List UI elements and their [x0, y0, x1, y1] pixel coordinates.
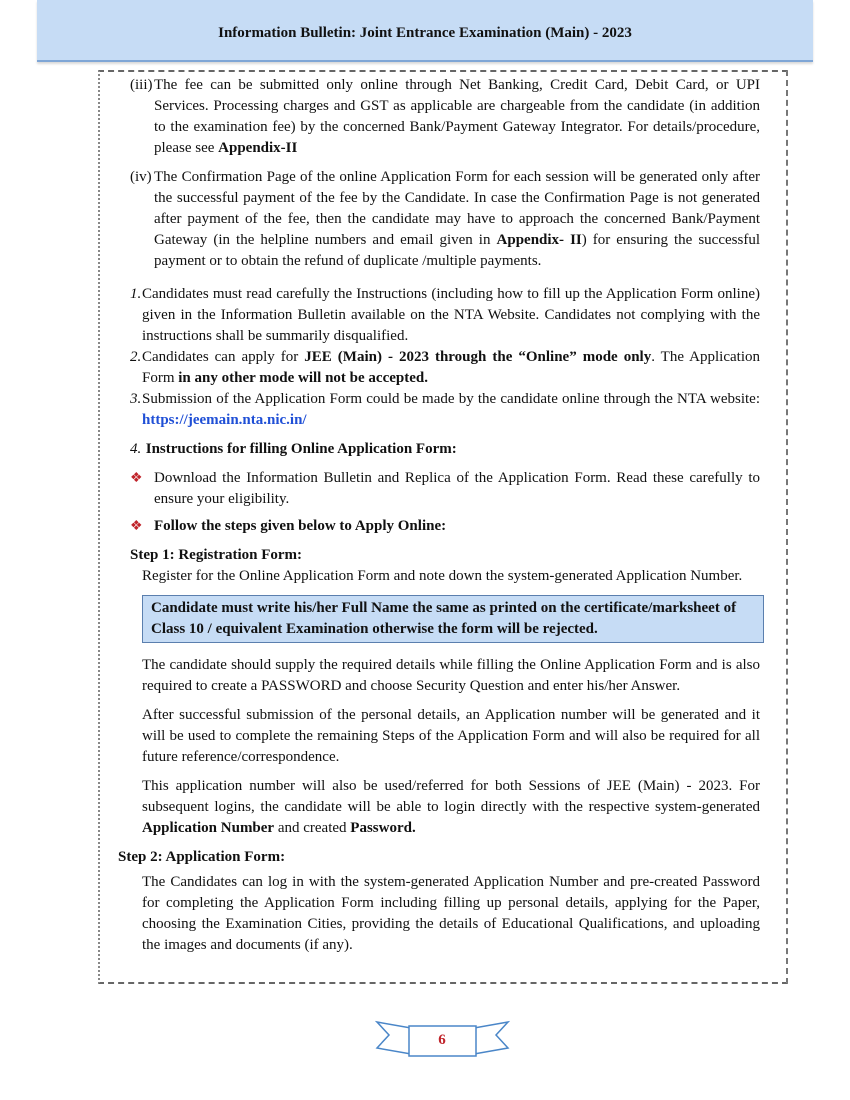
nta-website-link[interactable]: https://jeemain.nta.nic.in/ [142, 412, 307, 428]
step1-paragraph-2: The candidate should supply the required details while filling the Online Application Form and is also required to create a PASSWORD and choose Security Question and enter his/her Answer. [142, 657, 760, 694]
list-marker: (iv) [130, 169, 152, 185]
list-marker: 3. [130, 391, 142, 407]
bullet-item-follow-steps [130, 516, 760, 537]
list-item-text: The fee can be submitted only online through Net Banking, Credit Card, Debit Card, or UPI Services. Processing charges and GST as applicable are chargeable from the candidate (in addition to the examination fee) by the concerned Bank/Payment Gateway Integrator. For details/procedure, please see Appendix-II [154, 77, 760, 156]
list-item-text: Candidates can apply for JEE (Main) - 2023 through the “Online” mode only. The Application Form in any other mode will not be accepted. [142, 349, 760, 386]
list-marker: 1. [130, 286, 142, 302]
list-item-text: Submission of the Application Form could be made by the candidate online through the NTA website: https://jeemain.nta.nic.in/ [142, 391, 760, 428]
bullet-text: Follow the steps given below to Apply Online: [154, 518, 447, 534]
step2-title: Step 2: Application Form: [118, 849, 286, 865]
diamond-bullet-icon: ❖ [130, 519, 143, 534]
step1-paragraph-4: This application number will also be used/referred for both Sessions of JEE (Main) - 2023. For subsequent logins, the candidate will be able to login directly with the respective system-generated Application Number and created Password. [142, 778, 760, 836]
numbered-item-2 [130, 347, 760, 389]
list-item-heading: Instructions for filling Online Application Form: [145, 441, 457, 457]
list-item-iii [130, 75, 760, 159]
header-band [37, 0, 813, 62]
list-marker: 2. [130, 349, 142, 365]
step1-title: Step 1: Registration Form: [130, 547, 303, 563]
bullet-item-download [130, 468, 760, 510]
list-item-text: The Confirmation Page of the online Application Form for each session will be generated only after the successful payment of the fee by the Candidate. In case the Confirmation Page is not generated after payment of the fee, then the candidate may have to approach the concerned Bank/Payment Gateway (in the helpline numbers and email given in Appendix- II) for ensuring the successful payment or to obtain the refund of duplicate /multiple payments. [154, 169, 760, 269]
page-header-title: Information Bulletin: Joint Entrance Examination (Main) - 2023 [218, 25, 632, 41]
numbered-item-1 [130, 284, 760, 347]
diamond-bullet-icon: ❖ [130, 471, 143, 486]
numbered-item-3 [130, 389, 760, 431]
list-marker: 4. [130, 441, 142, 457]
document-content [108, 75, 760, 964]
page-number: 6 [438, 1032, 446, 1048]
step2-paragraph-1: The Candidates can log in with the system-generated Application Number and pre-created Password for completing the Application Form including filling up personal details, applying for the Paper, choosing the Examination Cities, providing the details of Educational Qualifications, and uploading the images and documents (if any). [142, 874, 760, 953]
full-name-note: Candidate must write his/her Full Name the same as printed on the certificate/marksheet of Class 10 / equivalent Examination otherwise the form will be rejected. [142, 595, 764, 643]
bullet-text: Download the Information Bulletin and Replica of the Application Form. Read these carefully to ensure your eligibility. [154, 470, 760, 507]
numbered-item-4 [130, 439, 760, 460]
step1-paragraph-1: Register for the Online Application Form and note down the system-generated Application Number. [142, 568, 743, 584]
step1-paragraph-3: After successful submission of the personal details, an Application number will be generated and it will be used to complete the remaining Steps of the Application Form and will also be required for all future reference/correspondence. [142, 707, 760, 765]
list-marker: (iii) [130, 77, 153, 93]
list-item-text: Candidates must read carefully the Instructions (including how to fill up the Application Form online) given in the Information Bulletin available on the NTA Website. Candidates not complying with the instructions shall be summarily disqualified. [142, 286, 760, 344]
list-item-iv [130, 167, 760, 272]
